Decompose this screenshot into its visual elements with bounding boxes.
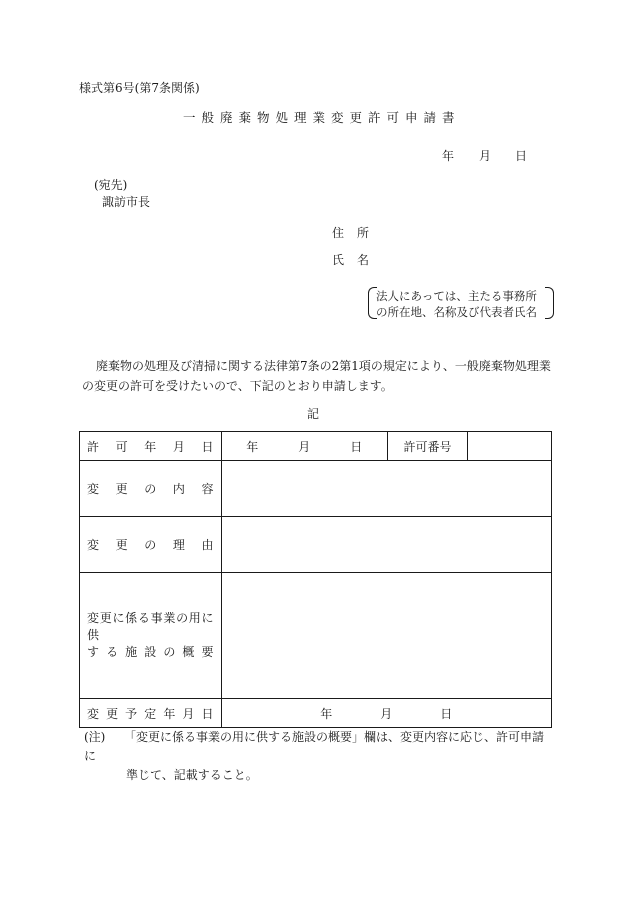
permit-date-value-cell[interactable] bbox=[221, 432, 387, 461]
scheduled-date-value-cell[interactable] bbox=[221, 699, 551, 728]
application-details-table bbox=[79, 431, 552, 728]
change-reason-label: 変更の理由 bbox=[87, 538, 214, 552]
table-row bbox=[80, 517, 552, 573]
permit-date-label: 許可年月日 bbox=[87, 439, 214, 454]
permit-number-value-cell[interactable] bbox=[468, 432, 552, 461]
permit-number-label: 許可番号 bbox=[403, 439, 452, 454]
note-text-line2: 準じて、記載すること。 bbox=[126, 768, 258, 782]
scheduled-day-label: 日 bbox=[440, 706, 453, 721]
table-row bbox=[80, 573, 552, 699]
ki-heading: 記 bbox=[307, 407, 320, 421]
facility-summary-label-line1: 変更に係る事業の用に供 bbox=[87, 611, 214, 642]
name-label: 氏名 bbox=[332, 253, 383, 267]
right-bracket bbox=[545, 287, 554, 319]
note-block bbox=[84, 728, 554, 785]
scheduled-month-label: 月 bbox=[380, 706, 393, 721]
permit-year-label: 年 bbox=[246, 439, 259, 454]
note-line1 bbox=[84, 728, 554, 766]
addressee-name: 諏訪市長 bbox=[102, 195, 151, 209]
scheduled-year-label: 年 bbox=[320, 706, 333, 721]
date-day-label: 日 bbox=[515, 149, 528, 163]
date-month-label: 月 bbox=[479, 149, 492, 163]
note-text-line1: 「変更に係る事業の用に供する施設の概要」欄は、変更内容に応じ、許可申請に bbox=[84, 730, 545, 763]
table-row bbox=[80, 461, 552, 517]
address-label: 住所 bbox=[332, 226, 383, 240]
change-reason-label-cell bbox=[80, 517, 222, 573]
permit-date-label-cell bbox=[80, 432, 222, 461]
application-statement: 廃棄物の処理及び清掃に関する法律第7条の2第1項の規定により、一般廃棄物処理業の変更の許可を受けたいので、下記のとおり申請します。 bbox=[82, 359, 551, 393]
corporation-note bbox=[368, 287, 554, 321]
table-row bbox=[80, 699, 552, 728]
application-date bbox=[436, 147, 536, 163]
permit-day-label: 日 bbox=[350, 439, 363, 454]
form-number: 様式第6号(第7条関係) bbox=[79, 81, 200, 95]
scheduled-date-label-cell bbox=[80, 699, 222, 728]
permit-number-label-cell bbox=[387, 432, 467, 461]
scheduled-date-label: 変更予定年月日 bbox=[87, 706, 214, 721]
change-content-label-cell bbox=[80, 461, 222, 517]
table-row bbox=[80, 432, 552, 461]
note-head: (注) bbox=[84, 730, 106, 744]
corporation-note-line2: の所在地、名称及び代表者氏名 bbox=[376, 305, 537, 319]
date-year-label: 年 bbox=[442, 149, 455, 163]
facility-summary-label-cell bbox=[80, 573, 222, 699]
change-content-label: 変更の内容 bbox=[87, 482, 214, 496]
permit-month-label: 月 bbox=[298, 439, 311, 454]
facility-summary-label-line2: する施設の概要 bbox=[87, 645, 214, 659]
document-title: 一般廃棄物処理業変更許可申請書 bbox=[183, 110, 461, 125]
change-content-value-cell[interactable] bbox=[221, 461, 551, 517]
addressee-label: (宛先) bbox=[94, 178, 128, 192]
change-reason-value-cell[interactable] bbox=[221, 517, 551, 573]
corporation-note-line1: 法人にあっては、主たる事務所 bbox=[376, 289, 537, 303]
facility-summary-value-cell[interactable] bbox=[221, 573, 551, 699]
